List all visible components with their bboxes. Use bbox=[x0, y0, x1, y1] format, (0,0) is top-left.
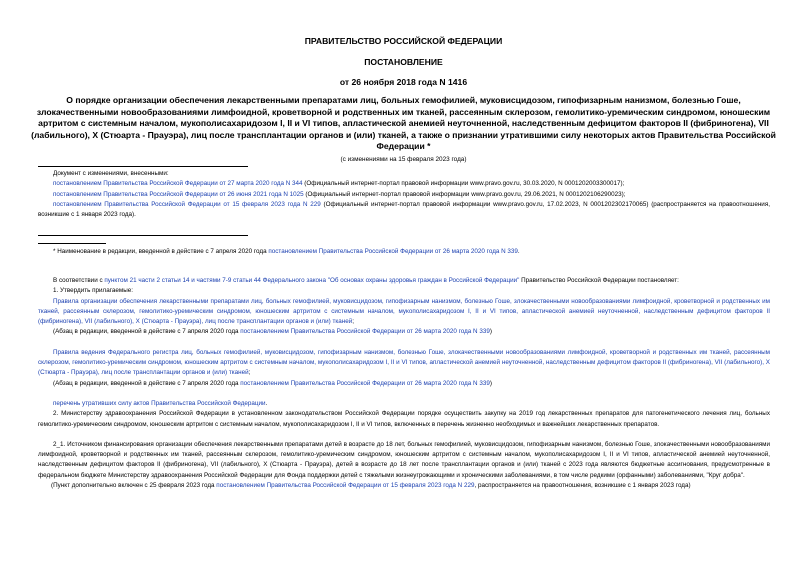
footnote: * Наименование в редакции, введенной в действие с 7 апреля 2020 года постановлением Правительства Российской Федерации от 26 марта 2020 года N 339. bbox=[53, 248, 520, 255]
divider bbox=[38, 243, 106, 244]
date-number-heading: от 26 ноября 2018 года N 1416 bbox=[339, 77, 468, 87]
item-2-1: 2_1. Источником финансирования организации обеспечения лекарственными препаратами детей в возрасте до 18 лет, больных гемофилией, муковисцидозом, гипофизарным нанизмом, болезнью Гоше, злокачественными новообразованиями лимфоидной, кроветворной и родственных им тканей, рассеянным склерозом, гемолитико-уремическим синдромом, юношеским артритом с системным началом, мукополисахаридозом I, II и VI типов, апластической анемией неуточненной, наследственным дефицитом факторов II (фибриногена), VII (лабильного), X (Стюарта - Прауэра), детей в возрасте до 18 лет после трансплантации органов и (или) тканей с 2023 года являются бюджетные ассигнования, предусмотренные в федеральном бюджете Министерству здравоохранения Российской Федерации для Фонда поддержки детей с тяжелыми жизнеугрожающими и хроническими заболеваниями, в том числе редкими (орфанными) заболеваниями, "Круг добра". bbox=[38, 440, 770, 479]
document-type-heading: ПОСТАНОВЛЕНИЕ bbox=[364, 57, 443, 67]
revision-note: (Абзац в редакции, введенной в действие с 7 апреля 2020 года постановлением Правительства Российской Федерации от 26 марта 2020 года N 339) bbox=[53, 328, 492, 336]
footnote-link[interactable]: постановлением Правительства Российской Федерации от 26 марта 2020 года N 339 bbox=[268, 248, 518, 255]
register-link[interactable]: Правила ведения Федерального регистра лиц, больных гемофилией, муковисцидозом, гипофизарным нанизмом, болезнью Гоше, злокачественными новообразованиями лимфоидной, кроветворной и родственных им тканей, рассеянным склерозом, гемолитико-уремическим синдромом, юношеским артритом с системным началом, мукополисахаридозом I, II и VI типов, апластической анемией неуточненной, наследственным дефицитом факторов II (фибриногена), VII (лабильного), X (Стюарта - Прауэра), лиц после трансплантации органов и (или) тканей bbox=[38, 348, 770, 377]
item-2-1-note: (Пункт дополнительно включен с 25 февраля 2023 года постановлением Правительства Российской Федерации от 15 февраля 2023 года N 229, распространяется на правоотношения, возникшие с 1 января 2023 года) bbox=[51, 482, 691, 490]
revision-link[interactable]: постановлением Правительства Российской Федерации от 26 марта 2020 года N 339 bbox=[240, 328, 490, 336]
repealed-list-item: перечень утративших силу актов Правительства Российской Федерации. bbox=[53, 399, 268, 407]
register-item: Правила ведения Федерального регистра лиц, больных гемофилией, муковисцидозом, гипофизарным нанизмом, болезнью Гоше, злокачественными новообразованиями лимфоидной, кроветворной и родственных им тканей, рассеянным склерозом, гемолитико-уремическим синдромом, юношеским артритом с системным началом, мукополисахаридозом I, II и VI типов, апластической анемией неуточненной, наследственным дефицитом факторов II (фибриногена), VII (лабильного), X (Стюарта - Прауэра), лиц после трансплантации органов и (или) тканей; bbox=[38, 348, 770, 377]
document-title: О порядке организации обеспечения лекарственными препаратами лиц, больных гемофилией, муковисцидозом, гипофизарным нанизмом, болезнью Гоше, злокачественными новообразованиями лимфоидной, кроветворной и родственных им тканей, рассеянным склерозом, гемолитико-уремическим синдромом, юношеским артритом с системным началом, мукополисахаридозом I, II и VI типов, апластической анемией неуточненной, наследственным дефицитом факторов II (фибриногена), VII (лабильного), X (Стюарта - Прауэра), лиц после трансплантации органов и (или) тканей, а также о признании утратившими силу некоторых актов Правительства Российской Федерации * bbox=[31, 95, 776, 152]
divider bbox=[38, 235, 248, 236]
item-1: 1. Утвердить прилагаемые: bbox=[53, 287, 133, 295]
item-2-1-link[interactable]: постановлением Правительства Российской Федерации от 15 февраля 2023 года N 229 bbox=[216, 482, 475, 490]
rules-item: Правила организации обеспечения лекарственными препаратами лиц, больных гемофилией, муковисцидозом, гипофизарным нанизмом, болезнью Гоше, злокачественными новообразованиями лимфоидной, кроветворной и родственных им тканей, рассеянным склерозом, гемолитико-уремическим синдромом, юношеским артритом с системным началом, мукополисахаридозом I, II и VI типов, апластической анемией неуточненной, наследственным дефицитом факторов II (фибриногена), VII (лабильного), X (Стюарта - Прауэра), лиц после трансплантации органов и (или) тканей; bbox=[38, 297, 770, 326]
amendment-link[interactable]: постановлением Правительства Российской Федерации от 27 марта 2020 года N 344 bbox=[53, 180, 303, 188]
amendment-link[interactable]: постановлением Правительства Российской Федерации от 15 февраля 2023 года N 229 bbox=[53, 200, 321, 208]
law-link[interactable]: пунктом 21 части 2 статьи 14 и частями 7-9 статьи 44 Федерального закона "Об основах охраны здоровья граждан в Российской Федерации" bbox=[104, 277, 520, 284]
amendment-item: постановлением Правительства Российской Федерации от 15 февраля 2023 года N 229 (Официальный интернет-портал правовой информации www.pravo.gov.ru, 17.02.2023, N 0001202302170065) (распространяется на правоотношения, возникшие с 1 января 2023 года). bbox=[38, 200, 770, 219]
repealed-list-link[interactable]: перечень утративших силу актов Правительства Российской Федерации bbox=[53, 399, 266, 407]
edition-note: (с изменениями на 15 февраля 2023 года) bbox=[340, 156, 467, 163]
divider bbox=[38, 166, 248, 167]
amendment-item: постановлением Правительства Российской Федерации от 27 марта 2020 года N 344 (Официальный интернет-портал правовой информации www.pravo.gov.ru, 30.03.2020, N 0001202003300017); bbox=[53, 180, 625, 188]
item-2: 2. Министерству здравоохранения Российской Федерации в установленном законодательством Российской Федерации порядке осуществить закупку на 2019 год лекарственных препаратов для патогенетического лечения лиц, больных гемолитико-уремическим синдромом, юношеским артритом с системным началом, мукополисахаридозом I, II и VI типов, включенных в перечень жизненно необходимых и важнейших лекарственных препаратов. bbox=[38, 410, 770, 428]
revision-note: (Абзац в редакции, введенной в действие с 7 апреля 2020 года постановлением Правительства Российской Федерации от 26 марта 2020 года N 339) bbox=[53, 379, 492, 387]
rules-link[interactable]: Правила организации обеспечения лекарственными препаратами лиц, больных гемофилией, муковисцидозом, гипофизарным нанизмом, болезнью Гоше, злокачественными новообразованиями лимфоидной, кроветворной и родственных им тканей, рассеянным склерозом, гемолитико-уремическим синдромом, юношеским артритом с системным началом, мукополисахаридозом I, II и VI типов, апластической анемией неуточненной, наследственным дефицитом факторов II (фибриногена), VII (лабильного), X (Стюарта - Прауэра), лиц после трансплантации органов и (или) тканей bbox=[38, 297, 770, 326]
preamble: В соответствии с пунктом 21 части 2 статьи 14 и частями 7-9 статьи 44 Федерального закона "Об основах охраны здоровья граждан в Российской Федерации" Правительство Российской Федерации постановляет: bbox=[53, 277, 679, 284]
amendment-link[interactable]: постановлением Правительства Российской Федерации от 26 июня 2021 года N 1025 bbox=[53, 190, 304, 198]
government-heading: ПРАВИТЕЛЬСТВО РОССИЙСКОЙ ФЕДЕРАЦИИ bbox=[304, 36, 503, 46]
amendments-block bbox=[38, 169, 770, 220]
main-body bbox=[38, 276, 770, 491]
amendment-item: постановлением Правительства Российской Федерации от 26 июня 2021 года N 1025 (Официальный интернет-портал правовой информации www.pravo.gov.ru, 29.06.2021, N 0001202106290023); bbox=[53, 190, 626, 198]
amendments-intro: Документ с изменениями, внесенными: bbox=[53, 170, 169, 177]
revision-link[interactable]: постановлением Правительства Российской Федерации от 26 марта 2020 года N 339 bbox=[240, 379, 490, 387]
